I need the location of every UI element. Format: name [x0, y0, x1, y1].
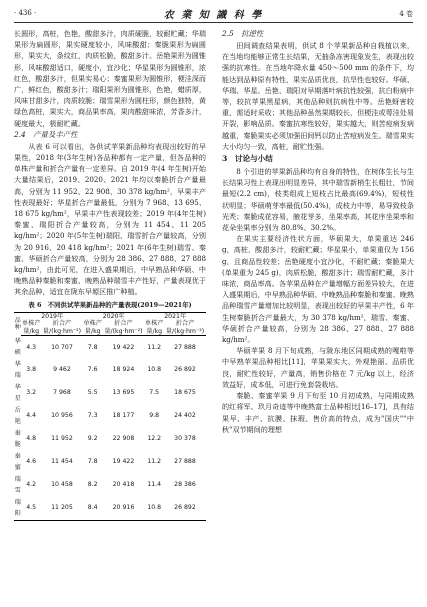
section-heading-yield: 2.4 产量及丰产性	[14, 129, 78, 139]
table-cell: 26 892	[164, 497, 206, 521]
paragraph-discussion-1: 8 个引进的苹果新品种均有自身的特性，在树体生长与生长结果习性上表现出明显差异，其中瑞雪新梢生长粗壮，节间最短(2.2 cm)，枝类组成上短枝占比最高(69.4%)，短枝性状明显；华硕萌芽率最低(50.4%)，成枝力中等，易导致枝条光秃；秦脆成花容易，腋花芽多，坐果率高，其花序坐果率和花朵坐果率分别为 80.8%、30.2%。	[222, 167, 414, 233]
table-cell: 22 908	[112, 435, 135, 443]
section-heading-discussion: 3 讨论与小结	[222, 154, 273, 164]
page-header	[14, 6, 413, 23]
table-cell: 4.6	[26, 458, 37, 466]
table-header-variety: 品种	[14, 312, 21, 336]
table-cell-variety: 瑞雪	[14, 475, 21, 495]
table-header-year: 2019年	[21, 312, 83, 320]
table-cell: 7.8	[87, 343, 98, 351]
table-cell: 8.4	[83, 497, 103, 521]
paragraph-discussion-3: 华硕苹果 8 月下旬成熟，与陇东地区同期成熟的嘎啦等中早熟苹果品种相比[11]，苹果果实大、外观艳丽、品质优良，耐贮性较好，产量高，销售价格在 7 元/kg 以上，经济效益好，成本低，可进行免套袋栽培。	[222, 346, 414, 389]
yield-table	[14, 312, 206, 521]
table-cell: 27 888	[174, 458, 196, 466]
table-cell: 18 675	[174, 389, 196, 397]
table-row	[14, 428, 206, 451]
table-cell: 26 892	[174, 366, 196, 374]
table-cell: 7.6	[87, 366, 98, 374]
journal-title: 农 業 知 識 科 學	[163, 10, 264, 21]
table-cell-variety: 华瑞	[14, 360, 21, 380]
table-cell: 13 695	[112, 389, 135, 397]
table-row	[14, 359, 206, 382]
paragraph-fruit-traits: 长圆形，高桩，色艳，酸甜多汁，肉质硬脆，较耐贮藏；华瑞果形为扁圆形，果实硬度较小，风味酸甜；秦脆果形为扁圆形，果实大，条纹红，肉质松脆，酸甜多汁。岳艳果形为圆锥形，风味酸甜适口，硬度小，宜沙化；华星果形为圆锥形，浓红色，酸甜多汁，但果实易心；秦蜜果形为圆锥形，梗洼深而广，鲜红色，酸甜多汁；瑞阳果形为圆锥形，色艳，蜡质厚，风味甘甜多汁，肉质较脆；瑞雪果形为圆柱形，颜色独特，黄绿色高桩，果实大，商品果率高，果肉酸甜味浓，芳香多汁，硬度最大，极耐贮藏。	[14, 29, 206, 128]
table-cell: 11 952	[51, 435, 73, 443]
table-row	[14, 497, 206, 521]
paragraph-yield: 从表 6 可以看出，各供试苹果新品种均表现出较好的早果性，2018 年(3年生树)各品种都有一定产量，但各品种的单株产量和折合产量有一定差异。自 2019 年(4 年生树)开始大量结果后，2019、2020、2021 年均以秦脆折合产量最高，分别为 11 952、22 908、30 378 kg/hm²，早果丰产性表现最好；华星折合产量最低，分别为 7 968、13 695、18 675 kg/hm²，早果丰产性表现较差；2019 年(4年生树)秦蜜、瑞阳折合产量较高，分别为 11 454、11 205 kg/hm²；2020 年(5年生树)瑞阳、瑞雪折合产量较高，分别为 20 916、20 418 kg/hm²；2021 年(6年生树)瑞雪、秦蜜、华硕折合产量较高，分别为 28 386、27 888、27 888 kg/hm²，由此可见，在进入盛果期后，中早熟品种华硕、中晚熟品种秦脆和秦蜜、晚熟品种瑞雪丰产性好，产量表现优于其余品种，适宜在陇东早塬区推广种植。	[14, 141, 206, 297]
table-cell: 5.5	[87, 389, 98, 397]
table-cell: 8.2	[87, 481, 98, 489]
table-cell: 11 454	[51, 458, 73, 466]
table-cell-variety: 华星	[14, 383, 21, 403]
left-column	[14, 28, 206, 521]
table-cell: 11.2	[147, 343, 162, 351]
table-cell: 10.8	[147, 366, 162, 374]
table-cell: 4.2	[26, 481, 37, 489]
table-cell: 4.3	[26, 343, 37, 351]
table-cell: 18 177	[112, 412, 135, 420]
table-header-year: 2020年	[83, 312, 145, 320]
table-cell: 9.2	[87, 435, 98, 443]
table-cell: 30 378	[174, 435, 196, 443]
table-subheader: 折合产量/(kg·hm⁻²)	[42, 320, 82, 335]
table-row	[14, 405, 206, 428]
table-cell: 19 422	[112, 458, 135, 466]
table-cell: 4.8	[26, 435, 37, 443]
table-cell: 9 462	[53, 366, 71, 374]
table-cell: 20 916	[102, 497, 144, 521]
table-row	[14, 382, 206, 405]
table-cell: 7.8	[87, 458, 98, 466]
table-cell: 4.4	[26, 412, 37, 420]
table-cell: 7 968	[53, 389, 71, 397]
paragraph-discussion-4: 秦脆、秦蜜苹果 9 月下旬至 10 月初成熟，与同期成熟的红将军、玖月奇迹等中晚熟富士品种相比[16–17]，具有结果早、丰产、抗膜、抹瑕、售价高的特点，成为"国庆""中秋"双节期间的理想	[222, 391, 414, 434]
table-cell: 28 386	[174, 481, 196, 489]
paragraph-discussion-2: 在果实主要经济性状方面，华硕果大，单果重达 246 g，高桩，酸甜多汁，较耐贮藏；华星果小，单果重仅为 156 g，且商品性较差；岳艳硬度小宜沙化，不耐贮藏；秦脆果大(单果重为 245 g)，肉质松脆，酸甜多汁；瑞雪耐贮藏，多汁味浓，商品率高。各苹果品种在产量增幅方面差异较大，在进入盛果期后，中早熟品种华硕、中晚熟品种秦脆和秦蜜、晚熟品种瑞雪产量增加比较明显，表现出较好的早果丰产性，6 年生树秦脆折合产量最大，为 30 378 kg/hm²，瑞雪、秦蜜、华硕折合产量较高，分别为 28 386、27 888、27 888 kg/hm²。	[222, 234, 414, 345]
table-cell-variety: 秦脆	[14, 429, 21, 449]
table-cell: 27 888	[174, 343, 196, 351]
table-subheader: 单株产量/kg	[21, 320, 41, 335]
table-cell: 11.4	[147, 481, 162, 489]
table-cell: 18 924	[112, 366, 135, 374]
table-subheader: 单株产量/kg	[83, 320, 102, 335]
table-cell-variety: 华硕	[14, 337, 21, 357]
table-cell: 19 422	[112, 343, 135, 351]
table-caption: 表 6 不同供试苹果新品种的产量表现(2019—2021年)	[28, 300, 192, 309]
table-cell: 10.8	[144, 497, 164, 521]
table-row	[14, 474, 206, 497]
paragraph-resistance: 田间调查结果表明，供试 8 个苹果新品种自栽植以来，在当地均能够正常生长结果，无抽条冻害现象发生，表现出较强的抗寒性。在当地年降水量 450～500 mm 的条件下，均能达到品种原有特性，果实品质优良，抗旱性也较好。华硕、华瑞、华星、岳艳、瑞阳对早期落叶病抗性较强，抗白粉病中等，较抗苹果黑星病，其他品种则抗病性中等。岳艳蚜害较重，需适时采收；其他品种虽然果期较长，但梗洼或萼洼处易开裂，影响品质。秦蜜抗寒性较好，果实越大，则苦痘病发病越重，秦脆果实必须加强田间钙以防止苦痘病发生。瑞雪果实大小均匀一致，高桩，耐贮性强。	[222, 41, 414, 151]
table-cell: 3.8	[26, 366, 37, 374]
table-cell: 24 402	[174, 412, 196, 420]
table-subheader: 单株产量/kg	[144, 320, 164, 335]
table-cell: 12.2	[147, 435, 162, 443]
table-header-year: 2021年	[144, 312, 206, 320]
table-cell: 7.3	[87, 412, 98, 420]
table-cell: 3.2	[26, 389, 37, 397]
page-number: · 436 ·	[14, 9, 37, 17]
table-row	[14, 451, 206, 474]
table-cell: 10 458	[51, 481, 73, 489]
table-cell: 10 956	[51, 412, 73, 420]
table-cell-variety: 岳艳	[14, 406, 21, 426]
table-body	[14, 336, 206, 521]
table-cell: 11.2	[147, 458, 162, 466]
section-heading-resistance: 2.5 抗逆性	[222, 29, 264, 38]
table-cell-variety: 秦蜜	[14, 452, 21, 472]
table-subheader: 折合产量/(kg·hm⁻²)	[165, 320, 205, 335]
table-cell: 11 205	[41, 497, 83, 521]
table-subheader: 折合产量/(kg·hm⁻²)	[104, 320, 143, 335]
volume-label: 4 卷	[399, 10, 413, 18]
table-cell: 10 707	[51, 343, 73, 351]
table-cell: 9.8	[149, 412, 160, 420]
table-cell: 20 418	[112, 481, 135, 489]
table-cell: 7.5	[149, 389, 160, 397]
table-row	[14, 336, 206, 359]
table-cell: 4.5	[21, 497, 41, 521]
table-cell-variety: 瑞阳	[14, 497, 21, 521]
right-column	[222, 28, 414, 435]
